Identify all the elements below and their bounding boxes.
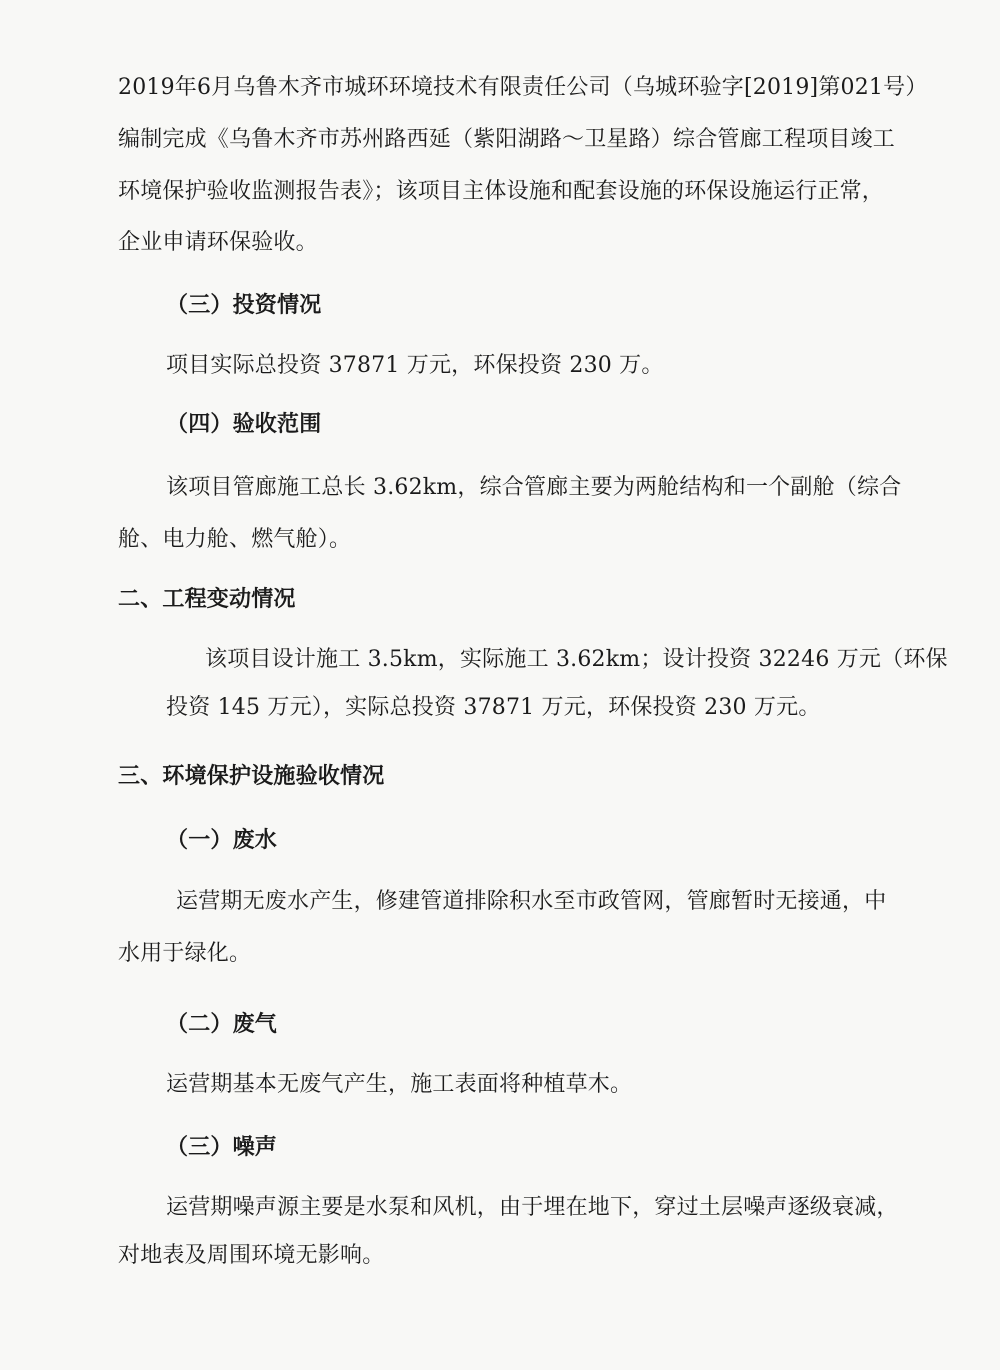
intro-line-4: 企业申请环保验收。 xyxy=(118,230,318,255)
noise-line-1: 运营期噪声源主要是水泵和风机，由于埋在地下，穿过土层噪声逐级衰减， xyxy=(166,1195,899,1220)
investment-text: 项目实际总投资 37871 万元，环保投资 230 万。 xyxy=(166,353,664,378)
changes-heading: 二、工程变动情况 xyxy=(118,586,296,612)
noise-heading: （三）噪声 xyxy=(166,1134,278,1160)
scope-heading: （四）验收范围 xyxy=(166,411,322,437)
intro-line-1: 2019年6月乌鲁木齐市城环环境技术有限责任公司（乌城环验字[2019]第021号） xyxy=(118,75,928,100)
wastewater-heading: （一）废水 xyxy=(166,827,278,853)
exhaust-heading: （二）废气 xyxy=(166,1011,278,1037)
scope-line-2: 舱、电力舱、燃气舱）。 xyxy=(118,527,352,552)
env-heading: 三、环境保护设施验收情况 xyxy=(118,763,385,789)
noise-line-2: 对地表及周围环境无影响。 xyxy=(118,1243,385,1268)
changes-line-2: 投资 145 万元），实际总投资 37871 万元，环保投资 230 万元。 xyxy=(166,695,821,720)
wastewater-line-2: 水用于绿化。 xyxy=(118,941,252,966)
changes-line-1: 该项目设计施工 3.5km，实际施工 3.62km；设计投资 32246 万元（环保 xyxy=(205,647,948,672)
intro-line-2: 编制完成《乌鲁木齐市苏州路西延（紫阳湖路～卫星路）综合管廊工程项目竣工 xyxy=(118,127,896,152)
intro-line-3: 环境保护验收监测报告表》；该项目主体设施和配套设施的环保设施运行正常， xyxy=(118,179,885,204)
investment-heading: （三）投资情况 xyxy=(166,292,322,318)
scope-line-1: 该项目管廊施工总长 3.62km，综合管廊主要为两舱结构和一个副舱（综合 xyxy=(166,475,902,500)
wastewater-line-1: 运营期无废水产生，修建管道排除积水至市政管网，管廊暂时无接通，中 xyxy=(176,889,887,914)
exhaust-line-1: 运营期基本无废气产生，施工表面将种植草木。 xyxy=(166,1072,633,1097)
